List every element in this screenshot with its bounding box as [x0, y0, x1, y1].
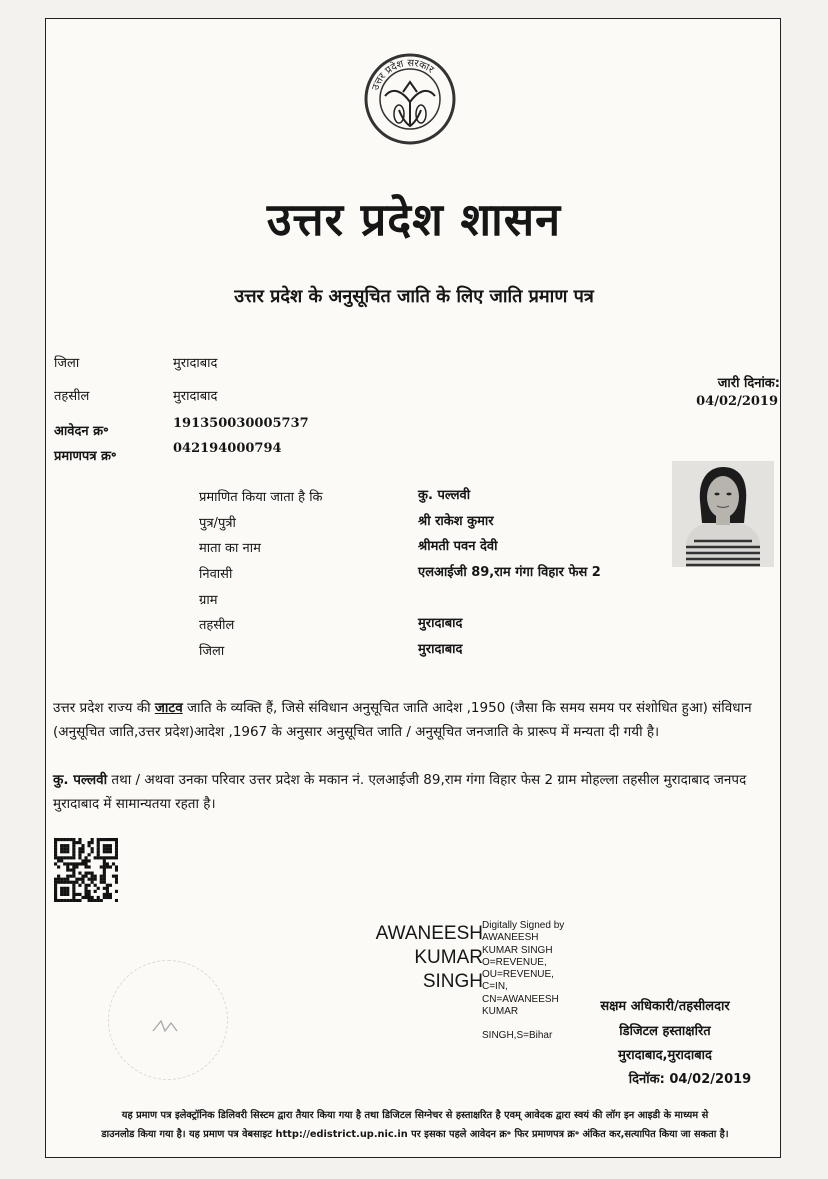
detail-label-district: जिला: [199, 644, 225, 659]
application-label: आवेदन क्र॰: [54, 424, 109, 439]
footer-note: [52, 1106, 778, 1144]
detail-label-village: ग्राम: [199, 593, 218, 608]
seal-stamp: [108, 960, 228, 1080]
residence-paragraph: [53, 768, 778, 816]
sig-detail-line: O=REVENUE,: [482, 956, 547, 968]
signatory-name: [355, 922, 483, 994]
certificate-label: प्रमाणपत्र क्र॰: [54, 449, 117, 464]
applicant-photo: [672, 461, 774, 567]
detail-value-tehsil: मुरादाबाद: [418, 616, 463, 631]
sig-detail-line: SINGH,S=Bihar: [482, 1030, 553, 1042]
sig-detail-line: CN=AWANEESH: [482, 993, 559, 1005]
up-government-emblem: [363, 52, 457, 146]
emblem-text: उत्तर प्रदेश सरकार: [370, 57, 436, 92]
detail-value-mother: श्रीमती पवन देवी: [418, 539, 498, 554]
sig-detail-line: C=IN,: [482, 981, 508, 993]
residence-person-name: कु. पल्लवी: [53, 772, 108, 788]
sig-detail-line: AWANEESH: [482, 932, 539, 944]
sig-name-line-2: KUMAR: [414, 947, 483, 968]
detail-label-parent: पुत्र/पुत्री: [199, 516, 236, 531]
officer-place: मुरादाबाद,मुरादाबाद: [618, 1048, 712, 1063]
issue-date: 04/02/2019: [696, 394, 778, 409]
sig-detail-line: KUMAR SINGH: [482, 944, 553, 956]
sig-detail-line: OU=REVENUE,: [482, 969, 554, 981]
digitally-signed-label: डिजिटल हस्ताक्षरित: [619, 1024, 711, 1039]
sig-name-line-1: AWANEESH: [375, 923, 483, 944]
svg-text:उत्तर प्रदेश सरकार: [370, 58, 436, 92]
certificate-number: 042194000794: [173, 441, 282, 456]
district-label: जिला: [54, 356, 80, 371]
para-prefix: उत्तर प्रदेश राज्य की: [53, 700, 155, 716]
para-suffix: जाति के व्यक्ति हैं, जिसे संविधान अनुसूचित जाति आदेश ,1950 (जैसा कि समय समय पर संशोधित हुआ) संविधान (अनुसूचित जाति,उत्तर प्रदेश)आदेश ,1967 के अनुसार अनुसूचित जाति / अनुसूचित जनजाति के प्रारूप में मन्यता दी गयी है।: [53, 700, 752, 740]
certificate-subtitle: उत्तर प्रदेश के अनुसूचित जाति के लिए जाति प्रमाण पत्र: [234, 286, 594, 307]
caste-declaration-paragraph: [53, 696, 778, 744]
detail-label-certified: प्रमाणित किया जाता है कि: [199, 490, 323, 505]
tehsil-label: तहसील: [54, 389, 90, 404]
officer-title: सक्षम अधिकारी/तहसीलदार: [600, 999, 730, 1014]
caste-name: जाटव: [154, 700, 183, 716]
detail-value-district: मुरादाबाद: [418, 642, 463, 657]
tehsil-value: मुरादाबाद: [173, 389, 218, 404]
application-number: 191350030005737: [173, 416, 309, 431]
issue-date-label: जारी दिनांक:: [717, 376, 780, 391]
footer-line-1: यह प्रमाण पत्र इलेक्ट्रॉनिक डिलिवरी सिस्टम द्वारा तैयार किया गया है तथा डिजिटल सिग्नेचर से हस्ताक्षरित है एवम् आवेदक द्वारा स्वयं की लॉग इन आइडी के माध्यम से: [121, 1110, 709, 1121]
detail-label-resident: निवासी: [199, 567, 233, 582]
district-value: मुरादाबाद: [173, 356, 218, 371]
detail-label-tehsil: तहसील: [199, 618, 235, 633]
detail-value-address: एलआईजी 89,राम गंगा विहार फेस 2: [418, 565, 601, 580]
qr-code: [54, 838, 118, 902]
sig-detail-line: Digitally Signed by: [482, 920, 565, 931]
officer-date: दिनॉक: 04/02/2019: [628, 1072, 752, 1087]
sig-name-line-3: SINGH: [422, 971, 483, 992]
residence-text: तथा / अथवा उनका परिवार उत्तर प्रदेश के मकान नं. एलआईजी 89,राम गंगा विहार फेस 2 ग्राम मोहल्ला तहसील मुरादाबाद जनपद मुरादाबाद में सामान्यतया रहता है।: [53, 772, 747, 812]
footer-line-2: डाउनलोड किया गया है। यह प्रमाण पत्र वेबसाइट http://edistrict.up.nic.in पर इसका पहले आवेदन क्र॰ फिर प्रमाणपत्र क्र॰ अंकित कर,सत्यापित किया जा सकता है।: [101, 1129, 729, 1140]
main-title: उत्तर प्रदेश शासन: [266, 193, 562, 246]
detail-value-name: कु. पल्लवी: [418, 488, 471, 503]
detail-label-mother: माता का नाम: [199, 541, 261, 556]
detail-value-father: श्री राकेश कुमार: [418, 514, 494, 529]
sig-detail-line: KUMAR: [482, 1006, 519, 1018]
